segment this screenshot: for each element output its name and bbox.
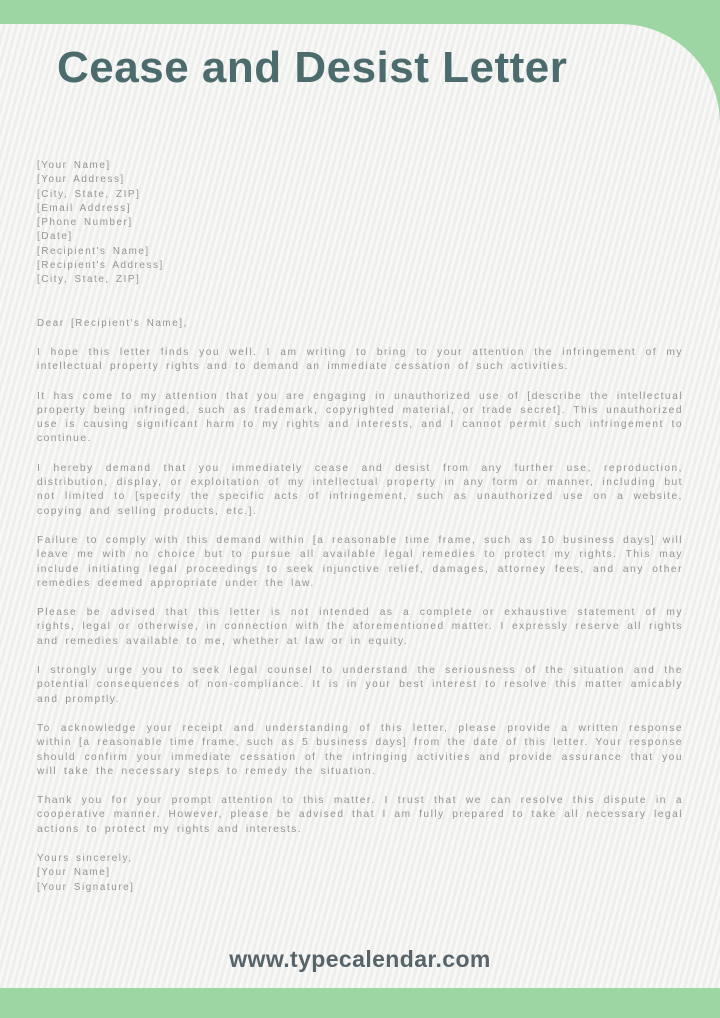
letter-paragraph: Thank you for your prompt attention to this matter. I trust that we can resolve this dispute in a cooperative manner. However, please be advised that I am fully prepared to take all necessary legal actions to protect my rights and interests. (37, 795, 683, 835)
salutation: Dear [Recipient's Name], (37, 317, 188, 329)
recipient-name-placeholder: [Recipient's Name] (37, 245, 150, 257)
sender-address-placeholder: [Your Address] (37, 174, 125, 186)
sender-name-placeholder: [Your Name] (37, 160, 111, 171)
letter-paragraph: I hereby demand that you immediately cease and desist from any further use, reproduction, distribution, display, or exploitation of my intellectual property in any form or manner, including but not limited to [specify the specific acts of infringement, such as unauthorized use on a website, copying and selling products, etc.]. (37, 462, 683, 517)
website-url: www.typecalendar.com (229, 946, 491, 972)
letter-paragraph: Please be advised that this letter is not intended as a complete or exhaustive statement of my rights, legal or otherwise, in connection with the aforementioned matter. I expressly reserve all rights and remedies available to me, whether at law or in equity. (37, 607, 683, 647)
sender-info-block (37, 159, 683, 288)
closing-block (37, 852, 683, 895)
closing-name-placeholder: [Your Name] (37, 867, 111, 879)
letter-paragraph: To acknowledge your receipt and understanding of this letter, please provide a written response within [a reasonable time frame, such as 5 business days] from the date of this letter. Your response should confirm your immediate cessation of the infringing activities and provide assurance that you will take the necessary steps to remedy the situation. (37, 722, 683, 777)
letter-paragraph: It has come to my attention that you are engaging in unauthorized use of [describe the intellectual property being infringed, such as trademark, copyrighted material, or trade secret]. This unauthorized use is causing significant harm to my rights and interests, and I cannot permit such infringement to continue. (37, 390, 683, 445)
sender-email-placeholder: [Email Address] (37, 202, 132, 214)
letter-paragraph: Failure to comply with this demand within [a reasonable time frame, such as 10 business days] will leave me with no choice but to pursue all available legal remedies to protect my rights. This may include initiating legal proceedings to seek injunctive relief, damages, attorney fees, and any other remedies deemed appropriate under the law. (37, 534, 683, 589)
letter-paragraph: I strongly urge you to seek legal counsel to understand the seriousness of the situation and the potential consequences of non-compliance. It is in your best interest to resolve this matter amicably and promptly. (37, 665, 683, 705)
sender-city-placeholder: [City, State, ZIP] (37, 188, 141, 200)
page-title: Cease and Desist Letter (57, 43, 568, 92)
date-placeholder: [Date] (37, 231, 73, 243)
sender-phone-placeholder: [Phone Number] (37, 217, 133, 229)
closing-signature-placeholder: [Your Signature] (37, 881, 135, 893)
recipient-city-placeholder: [City, State, ZIP] (37, 274, 141, 286)
letter-paragraph: I hope this letter finds you well. I am writing to bring to your attention the infringement of my intellectual property rights and to demand an immediate cessation of such activities. (37, 346, 683, 373)
recipient-address-placeholder: [Recipient's Address] (37, 260, 164, 272)
letter-page (0, 24, 720, 988)
closing-valediction: Yours sincerely, (37, 852, 133, 864)
